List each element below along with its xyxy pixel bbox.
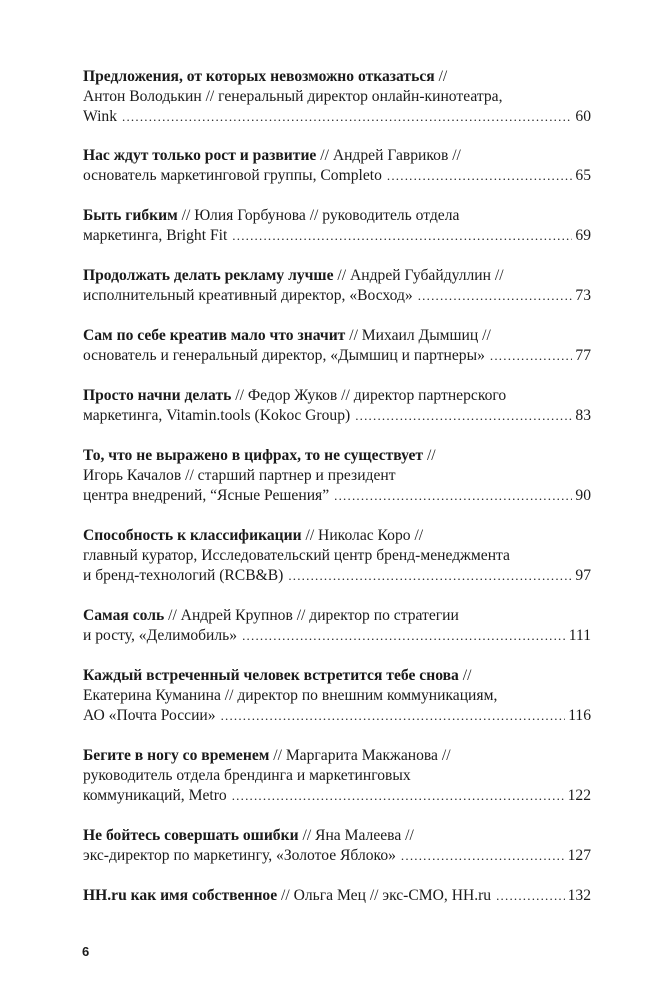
toc-entry-author: // Андрей Губайдуллин //: [333, 267, 504, 284]
toc-entry-leader-line: [83, 166, 591, 186]
toc-entry[interactable]: [83, 386, 591, 426]
toc-entry-tail: [83, 107, 117, 127]
toc-entry-line: [83, 826, 591, 846]
toc-entry-line: [83, 386, 591, 406]
toc-entry-tail: [83, 486, 329, 506]
toc-entry-line: [83, 206, 591, 226]
toc-entry-author: // Маргарита Макжанова //: [269, 747, 451, 764]
toc-entry[interactable]: [83, 886, 591, 906]
toc-entry-leader-line: [83, 406, 591, 426]
toc-entry-tail: [83, 406, 350, 426]
toc-entry-title: Нас ждут только рост и развитие: [83, 147, 317, 164]
toc-entry-author: // Михаил Дымшиц //: [345, 327, 491, 344]
toc-page-number: 65: [575, 167, 591, 184]
toc-entry-leader-line: [83, 566, 591, 586]
toc-entry-tail: [83, 846, 396, 866]
toc-entry-line: [83, 606, 591, 626]
toc-page-number: 69: [575, 227, 591, 244]
toc-entry-author: // Юлия Горбунова // руководитель отдела: [177, 207, 460, 224]
toc-entry-tail: [83, 286, 413, 306]
dot-leader: [355, 406, 572, 426]
dot-leader: [490, 346, 573, 366]
toc-entry-line: [83, 87, 591, 107]
toc-entry-title: Каждый встреченный человек встретится тебе снова: [83, 667, 459, 684]
toc-entry-title: Способность к классификации: [83, 527, 302, 544]
toc-entry-tail: [83, 626, 237, 646]
toc-entry-author: // Яна Малеева //: [298, 827, 414, 844]
toc-entry-title: Не бойтесь совершать ошибки: [83, 827, 299, 844]
toc-entry-author: Екатерина Куманина // директор по внешним коммуникациям,: [83, 687, 498, 704]
toc-entry-title: Бегите в ногу со временем: [83, 747, 270, 764]
toc-page-number: 116: [568, 707, 591, 724]
toc-entry-author: // Федор Жуков // директор партнерского: [231, 387, 507, 404]
toc-entry-leader-line: [83, 486, 591, 506]
toc-entry[interactable]: [83, 446, 591, 506]
toc-entry-line: [83, 746, 591, 766]
toc-entry-leader-line: [83, 846, 591, 866]
toc-entry-title: То, что не выражено в цифрах, то не существует: [83, 447, 424, 464]
toc-entry-author: главный куратор, Исследовательский центр бренд-менеджмента: [83, 547, 510, 564]
dot-leader: [232, 226, 572, 246]
toc-entry-title: Продолжать делать рекламу лучше: [83, 267, 334, 284]
toc-entry-tail: [83, 346, 485, 366]
toc-entry-tail-text: экс-директор по маркетингу, «Золотое Яблоко»: [83, 847, 396, 864]
toc-page-number: 73: [575, 287, 591, 304]
toc-entry-tail: [83, 166, 382, 186]
dot-leader: [288, 566, 572, 586]
toc-entry-author: // Андрей Крупнов // директор по стратегии: [164, 607, 459, 624]
toc-entry-line: [83, 67, 591, 87]
dot-leader: [242, 626, 566, 646]
toc-entry-author: //: [423, 447, 436, 464]
toc-entry-author: //: [458, 667, 472, 684]
toc-page-number: 77: [575, 347, 591, 364]
toc-entry-line: [83, 766, 591, 786]
page-number: 6: [82, 944, 90, 959]
toc-entry[interactable]: [83, 266, 591, 306]
toc-entry-tail: [83, 706, 216, 726]
dot-leader: [401, 846, 565, 866]
toc-page-number: 83: [575, 407, 591, 424]
toc-entry-tail-text: маркетинга, Vitamin.tools (Kokoc Group): [83, 407, 351, 424]
toc-entry-tail-text: коммуникаций, Metro: [83, 787, 227, 804]
dot-leader: [387, 166, 573, 186]
toc-entry-line: [83, 326, 591, 346]
toc-entry-line: [83, 266, 591, 286]
toc-entry-tail-text: // Ольга Мец // экс-CMO, HH.ru: [277, 887, 492, 904]
toc-entry[interactable]: [83, 67, 591, 127]
toc-entry-tail-text: центра внедрений, “Ясные Решения”: [83, 487, 330, 504]
dot-leader: [232, 786, 565, 806]
toc-entry-author: // Андрей Гавриков //: [316, 147, 461, 164]
toc-page-number: 132: [567, 887, 591, 904]
toc-entry-title: Просто начни делать: [83, 387, 232, 404]
toc-page-number: 90: [575, 487, 591, 504]
toc-entry-tail: [83, 786, 227, 806]
toc-entry[interactable]: [83, 606, 591, 646]
toc-entry-leader-line: [83, 626, 591, 646]
toc-entry-tail: [83, 886, 491, 906]
toc-entry-leader-line: [83, 286, 591, 306]
toc-entry-author: Антон Володькин // генеральный директор онлайн-кинотеатра,: [83, 88, 503, 105]
toc-entry[interactable]: [83, 746, 591, 806]
toc-entry-line: [83, 546, 591, 566]
toc-entry-line: [83, 146, 591, 166]
toc-entry-line: [83, 466, 591, 486]
toc-entry-line: [83, 446, 591, 466]
toc-entry[interactable]: [83, 206, 591, 246]
toc-entry-tail-text: и росту, «Делимобиль»: [83, 627, 238, 644]
dot-leader: [496, 886, 565, 906]
toc-entry-title: HH.ru как имя собственное: [83, 887, 278, 904]
toc-entry-tail: [83, 226, 227, 246]
dot-leader: [122, 107, 572, 127]
toc-page-number: 122: [567, 787, 591, 804]
toc-entry-leader-line: [83, 107, 591, 127]
dot-leader: [334, 486, 572, 506]
toc-entry-title: Предложения, от которых невозможно отказаться: [83, 68, 435, 85]
toc-entry-leader-line: [83, 346, 591, 366]
toc-entry-leader-line: [83, 886, 591, 906]
toc-entry-tail-text: маркетинга, Bright Fit: [83, 227, 228, 244]
toc-entry-author: руководитель отдела брендинга и маркетинговых: [83, 767, 411, 784]
toc-entry-tail-text: Wink: [83, 108, 118, 125]
dot-leader: [418, 286, 573, 306]
toc-entry-tail-text: АО «Почта России»: [83, 707, 216, 724]
toc-entry-leader-line: [83, 706, 591, 726]
toc-page-number: 97: [575, 567, 591, 584]
toc-entry-line: [83, 686, 591, 706]
toc-entry[interactable]: [83, 326, 591, 366]
toc-entry-author: Игорь Качалов // старший партнер и президент: [83, 467, 396, 484]
toc-entry-line: [83, 526, 591, 546]
toc-entry-title: Быть гибким: [83, 207, 178, 224]
toc-page-number: 111: [568, 627, 591, 644]
toc-entry-tail-text: исполнительный креативный директор, «Восход»: [83, 287, 413, 304]
toc-entry-title: Самая соль: [83, 607, 165, 624]
toc-entry-line: [83, 666, 591, 686]
toc-entry-leader-line: [83, 226, 591, 246]
toc-entry[interactable]: [83, 146, 591, 186]
toc-page-number: 60: [575, 108, 591, 125]
toc-entry[interactable]: [83, 526, 591, 586]
toc-entry-tail-text: и бренд-технологий (RCB&B): [83, 567, 284, 584]
toc-page-number: 127: [567, 847, 591, 864]
toc-entry-title: Сам по себе креатив мало что значит: [83, 327, 346, 344]
toc-entry-author: // Николас Коро //: [301, 527, 424, 544]
toc-entry[interactable]: [83, 826, 591, 866]
dot-leader: [221, 706, 566, 726]
toc-entry-tail: [83, 566, 283, 586]
toc-entry-leader-line: [83, 786, 591, 806]
toc-entry-author: //: [434, 68, 448, 85]
table-of-contents: [83, 67, 591, 926]
toc-entry-tail-text: основатель маркетинговой группы, Completo: [83, 167, 382, 184]
toc-entry-tail-text: основатель и генеральный директор, «Дымшиц и партнеры»: [83, 347, 485, 364]
toc-entry[interactable]: [83, 666, 591, 726]
